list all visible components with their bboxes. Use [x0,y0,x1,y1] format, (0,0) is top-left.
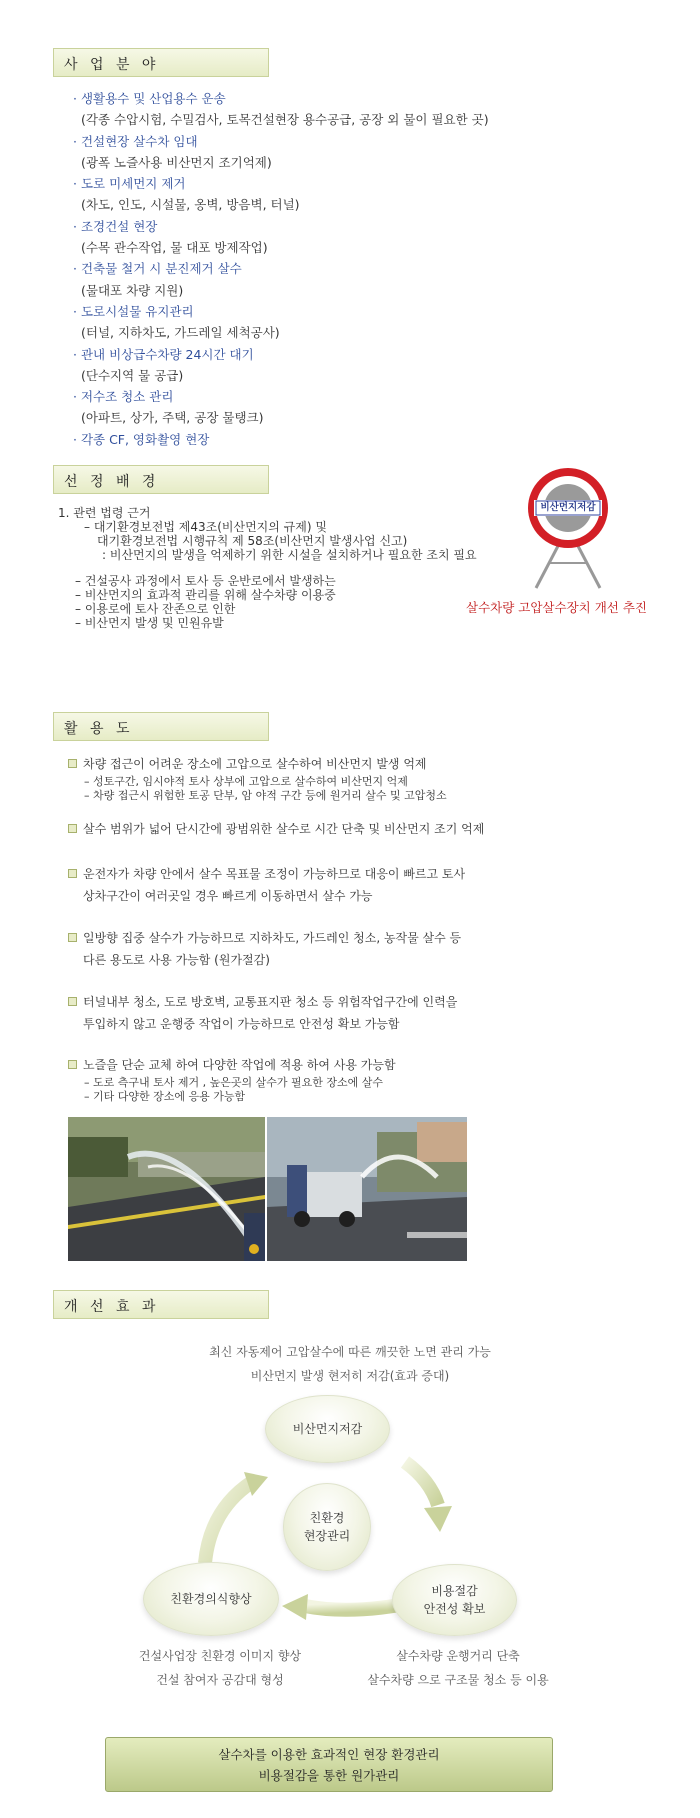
business-item-desc: (각종 수압시험, 수밀검사, 토목건설현장 용수공급, 공장 외 물이 필요한 곳) [81,112,489,128]
bubble-label: 친환경 [309,1511,345,1525]
usage-continuation: 상차구간이 여러곳일 경우 빠르게 이동하면서 살수 가능 [83,889,373,903]
photo-truck-spraying [267,1117,467,1261]
bubble-label: 현장관리 [303,1529,351,1543]
section-header-usage: 활 용 도 [53,712,269,741]
business-item-desc: (차도, 인도, 시설물, 옹벽, 방음벽, 터널) [81,197,300,213]
usage-main: 노즐을 단순 교체 하여 다양한 작업에 적용 하여 사용 가능함 [83,1058,396,1072]
reason-line: – 비산먼지 발생 및 민원유발 [75,616,224,630]
law-line: – 대기환경보전법 제43조(비산먼지의 규제) 및 [84,520,327,534]
reason-line: – 건설공사 과정에서 토사 등 운반로에서 발생하는 [75,574,336,588]
business-item-desc: (단수지역 물 공급) [81,367,184,383]
section-header-business: 사 업 분 야 [53,48,269,77]
checkbox-square-icon [68,869,77,878]
sign-label: 비산먼지저감 [540,502,596,513]
dust-reduction-sign [522,468,614,594]
usage-item [68,864,668,908]
checkbox-square-icon [68,1060,77,1069]
reason-line: – 이용로에 토사 잔존으로 인한 [75,602,236,616]
business-list [73,88,633,450]
business-item-desc: (터널, 지하차도, 가드레일 세척공사) [81,325,280,341]
bubble-label: 안전성 확보 [423,1602,486,1616]
usage-item [68,819,668,840]
bubble-label: 비용절감 [431,1584,478,1598]
business-item-title: · 조경건설 현장 [73,218,158,234]
usage-continuation: 다른 용도로 사용 가능함 (원가절감) [83,953,270,967]
photo-spraying-road [68,1117,265,1261]
usage-item [68,754,668,803]
law-title: 1. 관련 법령 근거 [58,506,151,520]
bubble-eco-awareness [143,1562,279,1636]
business-item-title: · 관내 비상급수차량 24시간 대기 [73,346,254,362]
usage-sub: – 성토구간, 임시야적 토사 상부에 고압으로 살수하여 비산먼지 억제 [84,775,408,788]
usage-sub: – 기타 다양한 장소에 응용 가능함 [84,1090,246,1103]
business-item-desc: (물대포 차량 지원) [81,282,184,298]
effects-top-line: 최신 자동제어 고압살수에 따른 깨끗한 노면 관리 가능 [209,1345,491,1359]
bubble-dust-reduction [265,1395,390,1463]
checkbox-square-icon [68,933,77,942]
usage-main: 일방향 집중 살수가 가능하므로 지하차도, 가드레인 청소, 농작물 살수 등 [83,931,462,945]
usage-item [68,992,668,1036]
summary-line: 살수차를 이용한 효과적인 현장 환경관리 [218,1747,440,1762]
bubble-label: 친환경의식향상 [170,1592,252,1606]
business-item-title: · 도로 미세먼지 제거 [73,176,186,192]
business-item-title: · 각종 CF, 영화촬영 현장 [73,431,210,447]
checkbox-square-icon [68,997,77,1006]
effects-right-line: 살수차량 운행거리 단축 [396,1649,520,1663]
effects-top-line: 비산먼지 발생 현저히 저감(효과 증대) [250,1369,450,1383]
summary-box [105,1737,553,1792]
summary-line: 비용절감을 통한 원가관리 [258,1768,400,1783]
business-item-desc: (수목 관수작업, 물 대포 방제작업) [81,240,268,256]
usage-item [68,1055,668,1104]
business-item-title: · 저수조 청소 관리 [73,389,174,405]
effects-left-line: 건설 참여자 공감대 형성 [156,1673,284,1687]
law-line: 대기환경보전법 시행규칙 제 58조(비산먼지 발생사업 신고) [97,534,408,548]
checkbox-square-icon [68,759,77,768]
bubble-cost-safety [392,1564,517,1636]
effects-left-line: 건설사업장 친환경 이미지 향상 [138,1649,302,1663]
usage-main: 살수 범위가 넓어 단시간에 광범위한 살수로 시간 단축 및 비산먼지 조기 억제 [83,822,485,836]
usage-main: 차량 접근이 어려운 장소에 고압으로 살수하여 비산먼지 발생 억제 [83,757,427,771]
effects-right-line: 살수차량 으로 구조물 청소 등 이용 [367,1673,549,1687]
usage-continuation: 투입하지 않고 운행중 작업이 가능하므로 안전성 확보 가능함 [83,1017,400,1031]
checkbox-square-icon [68,824,77,833]
usage-sub: – 차량 접근시 위험한 토공 단부, 암 야적 구간 등에 원거리 살수 및 고압청소 [84,789,447,802]
sign-caption: 살수차량 고압살수장치 개선 추진 [466,600,647,615]
business-item-title: · 건축물 철거 시 분진제거 살수 [73,261,242,277]
business-item-desc: (광폭 노즐사용 비산먼지 조기억제) [81,154,272,170]
usage-item [68,928,668,972]
bubble-eco-management [283,1483,371,1571]
usage-main: 운전자가 차량 안에서 살수 목표물 조정이 가능하므로 대응이 빠르고 토사 [83,867,466,881]
business-item-title: · 도로시설물 유지관리 [73,303,194,319]
business-item-desc: (아파트, 상가, 주택, 공장 물탱크) [81,410,264,426]
section-header-effects: 개 선 효 과 [53,1290,269,1319]
business-item-title: · 건설현장 살수차 임대 [73,133,198,149]
bubble-label: 비산먼지저감 [292,1422,363,1436]
law-line: : 비산먼지의 발생을 억제하기 위한 시설을 설치하거나 필요한 조치 필요 [102,548,477,562]
business-item-title: · 생활용수 및 산업용수 운송 [73,91,226,106]
usage-main: 터널내부 청소, 도로 방호벽, 교통표지판 청소 등 위험작업구간에 인력을 [83,995,458,1009]
sign-icon [522,468,614,590]
usage-sub: – 도로 측구내 토사 제거 , 높은곳의 살수가 필요한 장소에 살수 [84,1076,383,1089]
reason-line: – 비산먼지의 효과적 관리를 위해 살수차량 이용중 [75,588,336,602]
section-header-background: 선 정 배 경 [53,465,269,494]
